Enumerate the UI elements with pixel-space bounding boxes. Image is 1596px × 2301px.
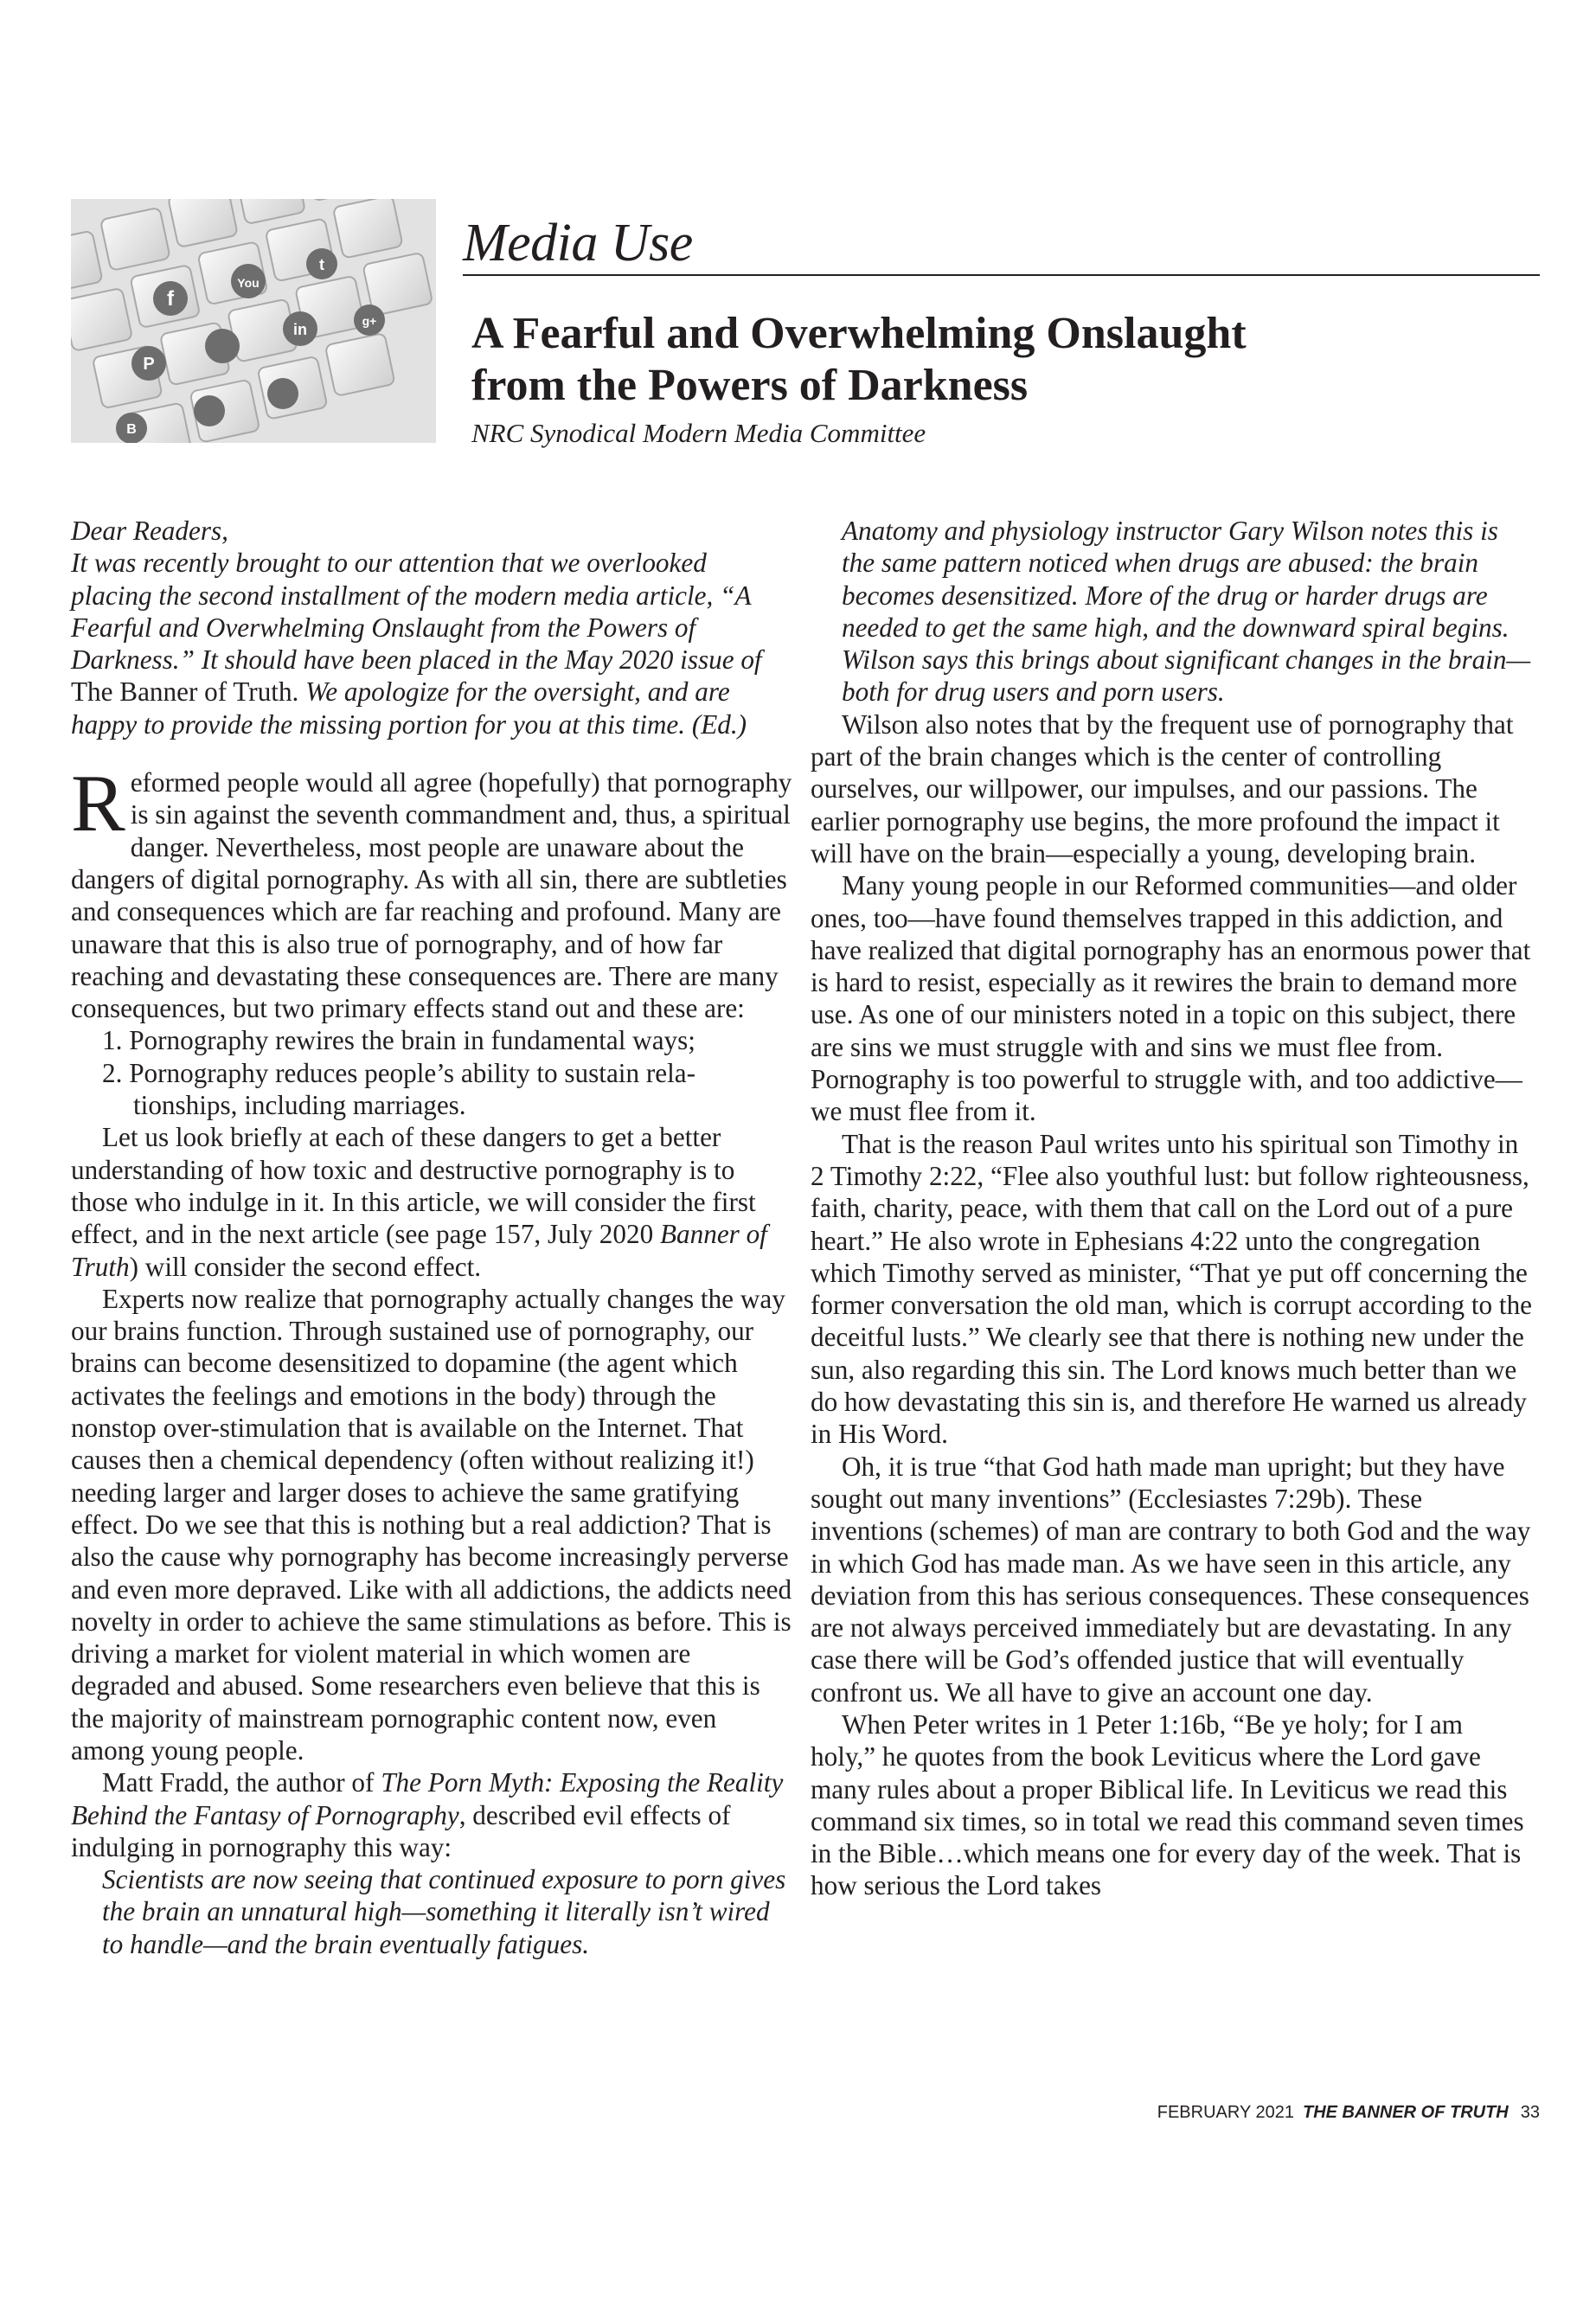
- headline-line-2: from the Powers of Darkness: [471, 361, 1029, 410]
- editor-note-text-b: We apologize for the oversight, and are happy to provide the missing portion for you at this time. (Ed.): [71, 676, 747, 740]
- title-rule: [463, 274, 1540, 276]
- page-footer: [1099, 2103, 1540, 2123]
- body-paragraph: Oh, it is true “that God hath made man upright; but they have sought out many inventions” (Ecclesiastes 7:29b). These inventions (schemes) of man are contrary to both God and the way in which God has made man. As we have seen in this article, any deviation from this has serious consequences. These consequences are not always perceived immediately but are devastating. In any case there will be God’s offended justice that will eventually confront us. We all have to give an account one day.: [811, 1451, 1531, 1708]
- body-paragraph: Experts now realize that pornography actually changes the way our brains function. Through sustained use of pornography, our brains can become desensitized to dopamine (the agent which activates the feelings and emotions in the body) through the nonstop over-stimulation that is available on the Internet. That causes then a chemical dependency (often without realizing it!) needing larger and larger doses to achieve the same gratifying effect. Do we see that this is nothing but a real addiction? That is also the cause why pornography has become increasingly perverse and even more depraved. Like with all addictions, the addicts need novelty in order to achieve the same stimulations as before. This is driving a market for violent material in which women are degraded and abused. Some researchers even believe that this is the majority of mainstream pornographic content now, even among young people.: [71, 1283, 792, 1766]
- section-title: Media Use: [463, 214, 693, 272]
- svg-text:P: P: [143, 355, 155, 374]
- svg-text:in: in: [293, 321, 307, 338]
- list-item: [71, 1024, 793, 1056]
- list-item-continuation: tionships, including marriages.: [133, 1090, 466, 1121]
- left-column: [71, 515, 793, 1960]
- body-text: Matt Fradd, the author of: [102, 1767, 381, 1798]
- body-text: ) will consider the second effect.: [129, 1251, 482, 1282]
- footer-publication: THE BANNER OF TRUTH: [1302, 2103, 1509, 2122]
- list-item-text: Pornography rewires the brain in fundamental ways;: [129, 1025, 695, 1056]
- list-item-text: Pornography reduces people’s ability to sustain rela-: [129, 1057, 695, 1088]
- svg-text:B: B: [126, 422, 137, 437]
- headline-line-1: A Fearful and Overwhelming Onslaught: [471, 309, 1247, 358]
- drop-cap: R: [71, 759, 125, 849]
- svg-text:You: You: [237, 276, 260, 290]
- body-paragraph: [71, 1121, 793, 1282]
- body-paragraph: Many young people in our Reformed communities—and older ones, too—have found themselves trapped in this addiction, and have realized that digital pornography has an enormous power that is hard to resist, especially as it rewires the brain to demand more use. As one of our ministers noted in a topic on this subject, there are sins we must struggle with and sins we must flee from. Pornography is too powerful to struggle with, and too addictive—we must flee from it.: [811, 870, 1531, 1127]
- book-title: The Porn Myth: Exposing the Reality Behind the Fantasy of Pornography: [71, 1767, 784, 1830]
- keyboard-icon: [71, 199, 436, 443]
- publication-reference: Banner of Truth: [71, 1219, 767, 1282]
- intro-paragraph: [71, 759, 793, 1024]
- block-quote-continued: Anatomy and physiology instructor Gary Wilson notes this is the same pattern noticed when drugs are abused: the brain becomes desensitized. More of the drug or harder drugs are needed to get the same high, and the downward spiral begins. Wilson says this brings about significant changes in the brain—both for drug users and porn users.: [842, 516, 1531, 708]
- body-paragraph: When Peter writes in 1 Peter 1:16b, “Be ye holy; for I am holy,” he quotes from the book Leviticus where the Lord gave many rules about a proper Biblical life. In Leviticus we read this command six times, so in total we read this command seven times in the Bible…which means one for every day of the week. That is how serious the Lord takes: [811, 1708, 1524, 1901]
- body-paragraph: That is the reason Paul writes unto his spiritual son Timothy in 2 Timothy 2:22, “Flee also youthful lust: but follow righteousness, faith, charity, peace, with them that call on the Lord out of a pure heart.” He also wrote in Ephesians 4:22 unto the congregation which Timothy served as minister, “That ye put off concerning the former conversation the old man, which is corrupt according to the deceitful lusts.” We clearly see that there is nothing new under the sun, also regarding this sin. The Lord knows much better than we do how devastating this sin is, and therefore He warned us already in His Word.: [811, 1128, 1533, 1450]
- editor-note: [71, 547, 793, 740]
- list-item-number: 1.: [102, 1025, 123, 1056]
- svg-text:g+: g+: [362, 314, 377, 328]
- intro-paragraph-text: eformed people would all agree (hopefully) that pornography is sin against the seventh commandment and, thus, a spiritual danger. Nevertheless, most people are unaware about the dangers of digital pornography. As with all sin, there are subtleties and consequences which are far reaching and profound. Many are unaware that this is also true of pornography, and of how far reaching and devastating these consequences are. There are many consequences, but two primary effects stand out and these are:: [71, 767, 792, 1024]
- social-media-keyboard-image: [71, 199, 436, 443]
- editor-note-text-a: It was recently brought to our attention that we overlooked placing the second installment of the modern media article, “A Fearful and Overwhelming Onslaught from the Powers of Darkness.” It should have been placed in the May 2020 issue of: [71, 548, 762, 676]
- svg-text:f: f: [167, 287, 174, 311]
- svg-text:t: t: [319, 256, 324, 273]
- footer-date: FEBRUARY 2021: [1157, 2103, 1294, 2122]
- body-paragraph: [71, 1766, 793, 1863]
- byline: NRC Synodical Modern Media Committee: [471, 418, 926, 448]
- salutation: Dear Readers,: [71, 516, 228, 546]
- block-quote: Scientists are now seeing that continued exposure to porn gives the brain an unnatural high—something it literally isn’t wired to handle—and the brain eventually fatigues.: [102, 1864, 786, 1959]
- list-item-number: 2.: [102, 1057, 123, 1088]
- body-text: Let us look briefly at each of these dangers to get a better understanding of how toxic and destructive pornography is to those who indulge in it. In this article, we will consider the first effect, and in the next article (see page 157, July 2020: [71, 1122, 756, 1250]
- body-text: , described evil effects of indulging in pornography this way:: [71, 1799, 731, 1862]
- editor-note-publication: The Banner of Truth.: [71, 676, 299, 708]
- right-column: [811, 515, 1533, 1902]
- article-headline: [471, 308, 1509, 412]
- body-paragraph: Wilson also notes that by the frequent use of pornography that part of the brain changes which is the center of controlling ourselves, our willpower, our impulses, and our passions. The earlier pornography use begins, the more profound the impact it will have on the brain—especially a young, developing brain.: [811, 708, 1514, 868]
- list-item: [71, 1057, 793, 1089]
- page-number: 33: [1520, 2103, 1540, 2122]
